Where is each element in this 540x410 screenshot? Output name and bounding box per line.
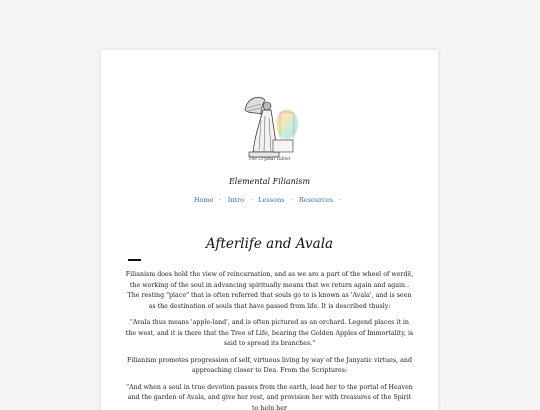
article-body xyxy=(125,270,414,410)
quote-paragraph: "Avala thus means 'apple-land', and is often pictured as an orchard. Legend places it in the west, and it is there that the Tree of Life, bearing the Golden Apples of Immortality, is said to spread its branches." xyxy=(125,318,414,350)
quote-paragraph: "And when a soul in true devotion passes from the earth, lead her to the portal of Heaven and the garden of Avala, and give her rest, and provision her with treasures of the Spirit to help her xyxy=(125,383,414,410)
site-title[interactable]: Elemental Filianism xyxy=(101,177,438,186)
paragraph: Filianism promotes progression of self, virtuous living by way of the Janyatic virtues, and approaching closer to Dea. From the Scriptures: xyxy=(125,356,414,377)
nav-separator: · xyxy=(339,196,341,204)
nav-lessons[interactable]: Lessons xyxy=(258,196,284,204)
nav-separator: · xyxy=(220,196,222,204)
logo-caption: The Crystal Tablet xyxy=(101,157,438,162)
page-title: Afterlife and Avala xyxy=(101,236,438,252)
paragraph: Filianism does hold the view of reincarnation, and as we are a part of the wheel of werdē, the working of the soul in advancing spiritually means that we return again and again.. The resting "place" that is often referred that souls go to is known as 'Avala', and is seen as the destination of souls that have passed from life. It is described thusly: xyxy=(125,270,414,312)
nav-home[interactable]: Home xyxy=(194,196,214,204)
content-card xyxy=(101,50,438,410)
nav-separator: · xyxy=(291,196,293,204)
nav-resources[interactable]: Resources xyxy=(299,196,333,204)
nav-intro[interactable]: Intro xyxy=(228,196,244,204)
nav-separator: · xyxy=(250,196,252,204)
title-underline xyxy=(128,259,141,261)
main-nav xyxy=(101,196,438,204)
